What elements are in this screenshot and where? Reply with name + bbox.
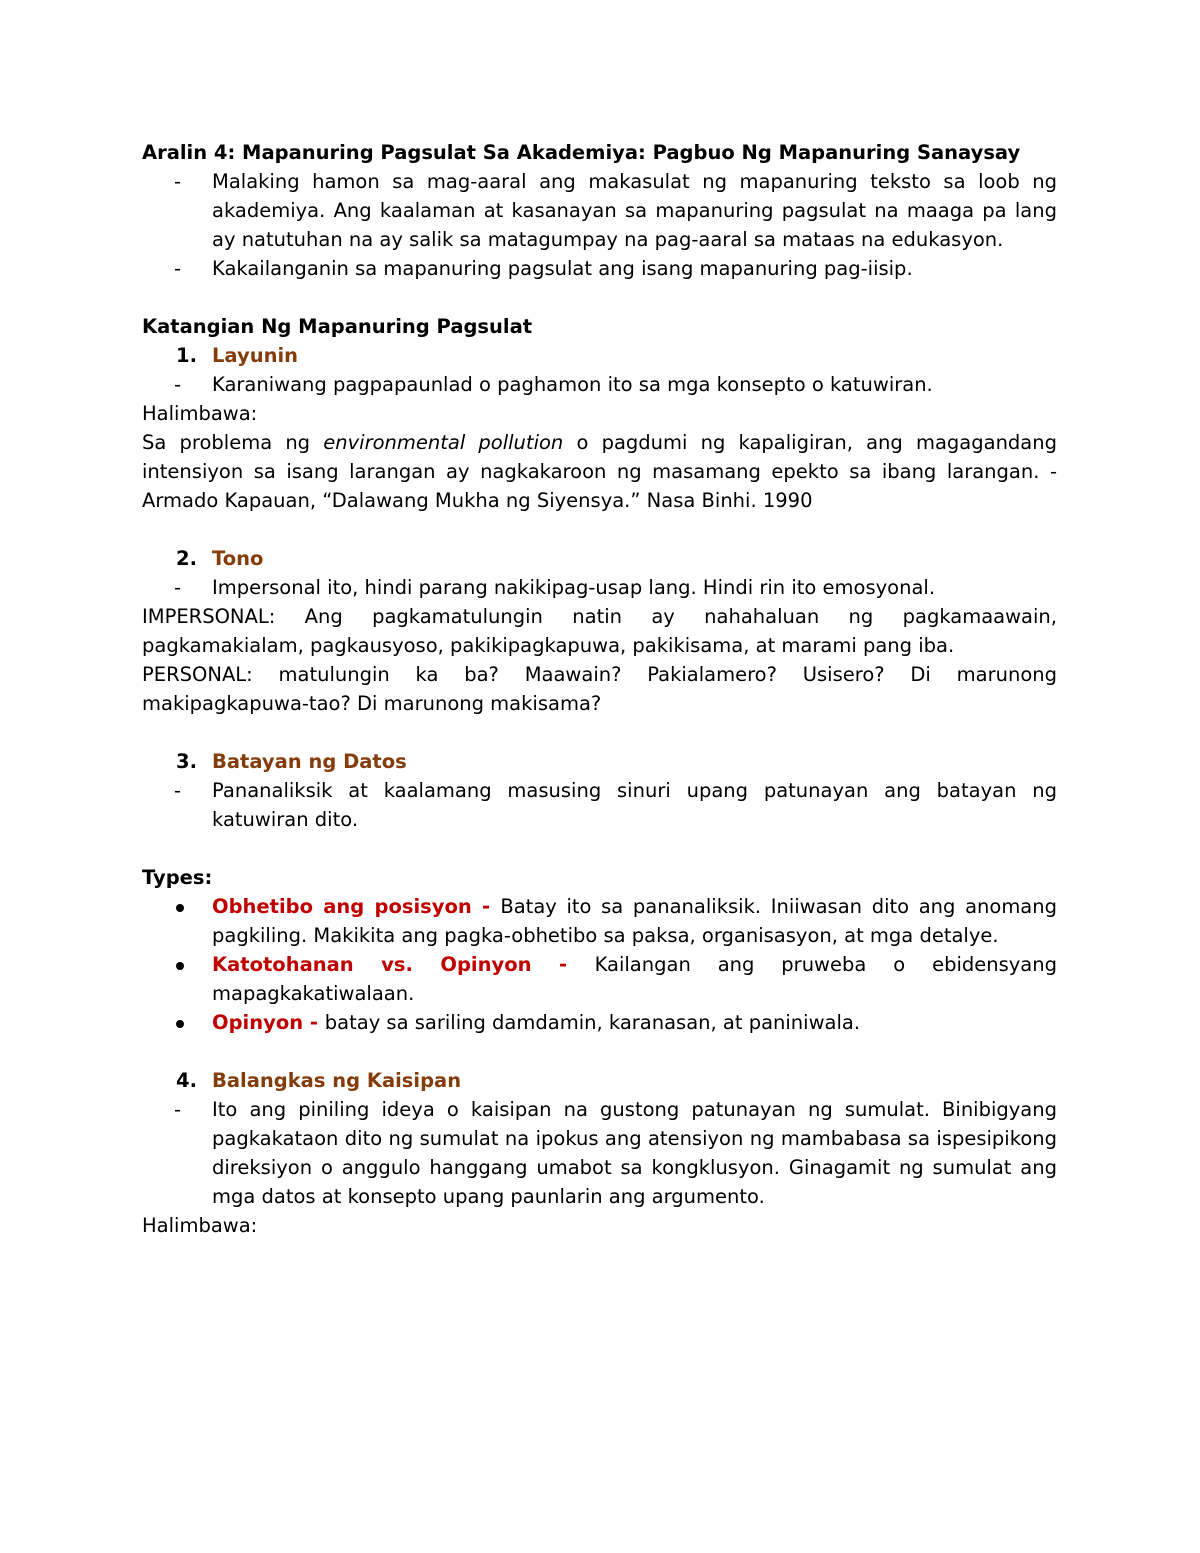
item-3-label: Batayan ng Datos xyxy=(212,750,407,773)
dash-marker: - xyxy=(174,779,182,802)
item-1-example xyxy=(142,428,1057,515)
item-2-number: 2. xyxy=(176,547,197,570)
section-heading: Katangian Ng Mapanuring Pagsulat xyxy=(142,315,533,338)
item-3-point-text: Pananaliksik at kaalamang masusing sinuri upang patunayan ang batayan ng katuwiran dito. xyxy=(212,779,1057,831)
dash-marker: - xyxy=(174,373,182,396)
type-item-2 xyxy=(142,950,1057,1008)
item-2-label: Tono xyxy=(212,547,264,570)
type-item-2-term: Katotohanan vs. Opinyon - xyxy=(212,953,595,976)
type-item-3-term: Opinyon - xyxy=(212,1011,325,1034)
item-1-example-label: Halimbawa: xyxy=(142,402,258,425)
item-1-example-before: Sa problema ng xyxy=(142,431,324,454)
type-item-1 xyxy=(142,892,1057,950)
type-item-1-term: Obhetibo ang posisyon - xyxy=(212,895,501,918)
item-4-point xyxy=(142,1095,1057,1211)
item-4-example-label: Halimbawa: xyxy=(142,1214,258,1237)
item-4-heading xyxy=(142,1066,1057,1095)
intro-point-2-text: Kakailanganin sa mapanuring pagsulat ang isang mapanuring pag-iisip. xyxy=(212,257,913,280)
bullet-icon xyxy=(176,1020,184,1028)
item-2-impersonal: IMPERSONAL: Ang pagkamatulungin natin ay nahahaluan ng pagkamaawain, pagkamakialam, pagkausyoso, pakikipagkapuwa, pakikisama, at marami pang iba. xyxy=(142,605,1057,657)
item-2-heading xyxy=(142,544,1057,573)
dash-marker: - xyxy=(174,257,182,280)
item-4-number: 4. xyxy=(176,1069,197,1092)
intro-point-2 xyxy=(142,254,1057,283)
intro-point-1 xyxy=(142,167,1057,254)
item-1-example-after: o pagdumi ng kapaligiran, ang magagandang intensiyon sa isang larangan ay nagkakaroon ng masamang epekto sa ibang larangan. - Armado Kapauan, “Dalawang Mukha ng Siyensya.” Nasa Binhi. 1990 xyxy=(142,431,1057,512)
bullet-icon xyxy=(176,962,184,970)
item-2-personal: PERSONAL: matulungin ka ba? Maawain? Pakialamero? Usisero? Di marunong makipagkapuwa-tao? Di marunong makisama? xyxy=(142,663,1057,715)
item-2-point xyxy=(142,573,1057,602)
item-4-label: Balangkas ng Kaisipan xyxy=(212,1069,462,1092)
document-page xyxy=(142,138,1057,1240)
type-item-3 xyxy=(142,1008,1057,1037)
dash-marker: - xyxy=(174,1098,182,1121)
types-heading: Types: xyxy=(142,866,213,889)
item-3-heading xyxy=(142,747,1057,776)
item-3-point xyxy=(142,776,1057,834)
item-2-point-text: Impersonal ito, hindi parang nakikipag-usap lang. Hindi rin ito emosyonal. xyxy=(212,576,936,599)
item-1-label: Layunin xyxy=(212,344,299,367)
type-item-2-desc: Kailangan ang pruweba o ebidensyang mapagkakatiwalaan. xyxy=(212,953,1057,1005)
type-item-3-desc: batay sa sariling damdamin, karanasan, at paniniwala. xyxy=(324,1011,861,1034)
item-1-example-italic: environmental pollution xyxy=(323,431,564,454)
item-3-number: 3. xyxy=(176,750,197,773)
item-1-heading xyxy=(142,341,1057,370)
dash-marker: - xyxy=(174,170,182,193)
page-title: Aralin 4: Mapanuring Pagsulat Sa Akademiya: Pagbuo Ng Mapanuring Sanaysay xyxy=(142,141,1021,164)
dash-marker: - xyxy=(174,576,182,599)
type-item-1-desc: Batay ito sa pananaliksik. Iniiwasan dito ang anomang pagkiling. Makikita ang pagka-obhetibo sa paksa, organisasyon, at mga detalye. xyxy=(212,895,1057,947)
item-1-point-text: Karaniwang pagpapaunlad o paghamon ito sa mga konsepto o katuwiran. xyxy=(212,373,933,396)
bullet-icon xyxy=(176,904,184,912)
item-1-point xyxy=(142,370,1057,399)
item-4-point-text: Ito ang piniling ideya o kaisipan na gustong patunayan ng sumulat. Binibigyang pagkakataon dito ng sumulat na ipokus ang atensiyon ng mambabasa sa ispesipikong direksiyon o anggulo hanggang umabot sa kongklusyon. Ginagamit ng sumulat ang mga datos at konsepto upang paunlarin ang argumento. xyxy=(212,1098,1057,1208)
item-1-number: 1. xyxy=(176,344,197,367)
intro-point-1-text: Malaking hamon sa mag-aaral ang makasulat ng mapanuring teksto sa loob ng akademiya. Ang kaalaman at kasanayan sa mapanuring pagsulat na maaga pa lang ay natutuhan na ay salik sa matagumpay na pag-aaral sa mataas na edukasyon. xyxy=(212,170,1057,251)
